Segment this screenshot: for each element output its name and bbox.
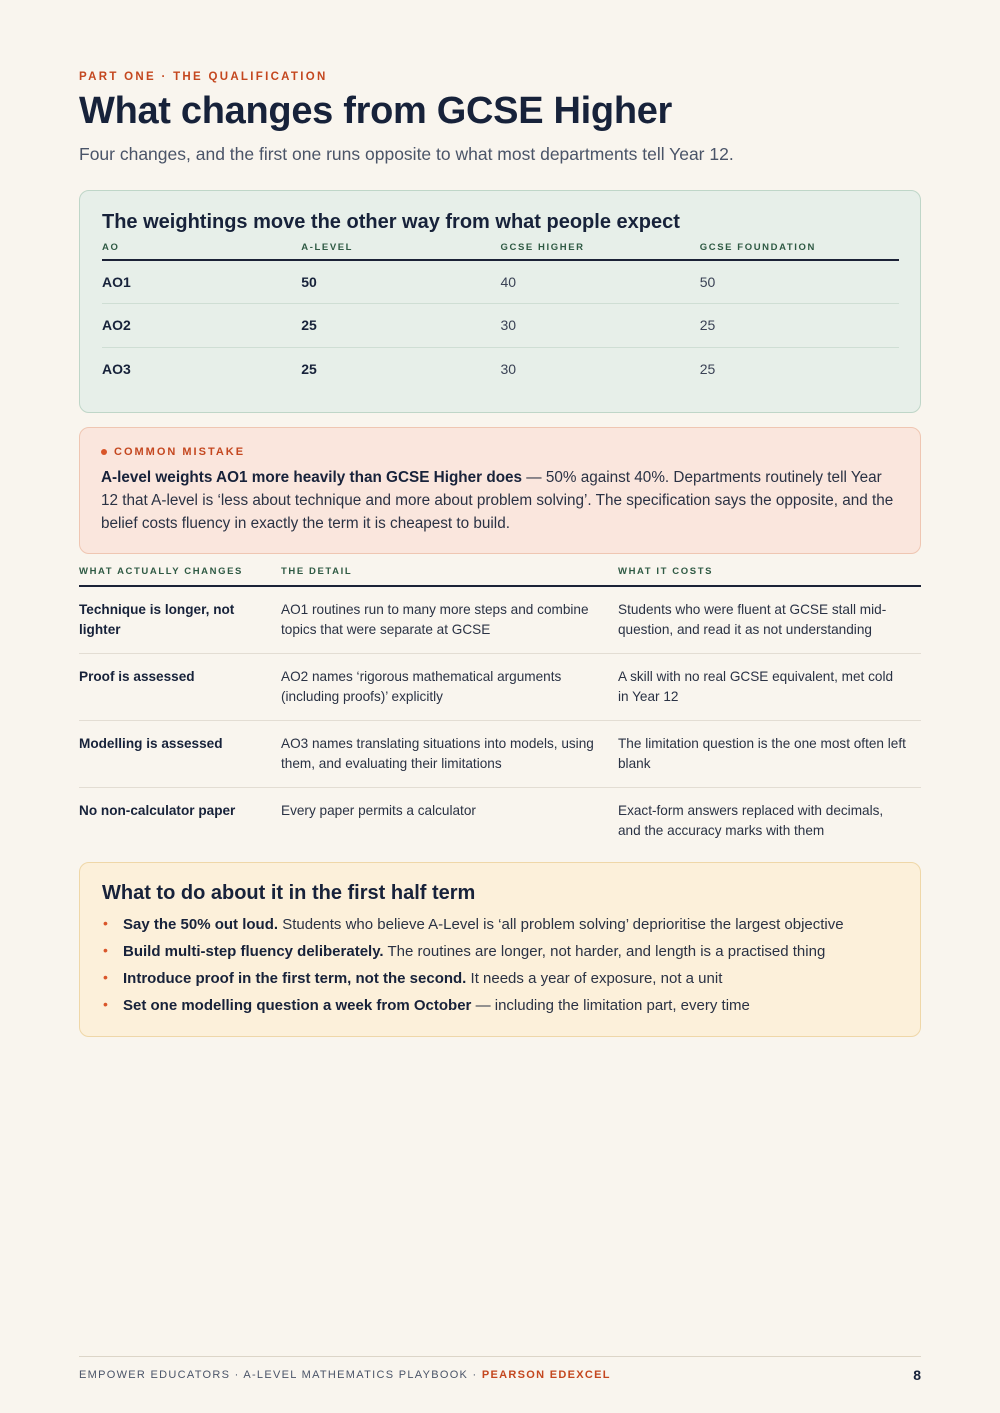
action-lead: Build multi-step fluency deliberately.	[123, 943, 384, 960]
bullet-icon: •	[103, 996, 108, 1012]
action-list-card	[79, 862, 921, 1037]
action-lead: Set one modelling question a week from October	[123, 997, 472, 1014]
cost-cell: Exact-form answers replaced with decimals, and the accuracy marks with them	[618, 803, 884, 838]
footer-text: EMPOWER EDUCATORS · A-LEVEL MATHEMATICS PLAYBOOK ·	[79, 1369, 482, 1381]
footer-divider	[79, 1356, 921, 1357]
weightings-table	[102, 242, 899, 391]
list-item	[102, 992, 898, 1019]
change-cell: Modelling is assessed	[79, 721, 281, 788]
action-list	[102, 911, 898, 1019]
column-header: THE DETAIL	[281, 566, 618, 586]
weightings-header-row	[102, 242, 899, 260]
bullet-icon: •	[103, 942, 108, 958]
change-cell: No non-calculator paper	[79, 803, 236, 818]
column-header: GCSE HIGHER	[501, 242, 700, 260]
table-row	[79, 586, 921, 654]
action-rest: — including the limitation part, every time	[471, 997, 750, 1014]
page-subtitle: Four changes, and the first one runs opposite to what most departments tell Year 12.	[79, 144, 734, 164]
bullet-icon: •	[103, 915, 108, 931]
table-row	[79, 721, 921, 788]
mistake-body: — 50% against 40%. Departments routinely tell Year 12 that A-level is ‘less about technique and more about problem solving’. The specification says the opposite, and the belief costs fluency in exactly the term it is cheapest to build.	[101, 469, 894, 532]
table-row	[102, 347, 899, 391]
page-footer	[79, 1367, 921, 1383]
column-header: A-LEVEL	[301, 242, 500, 260]
table-row	[79, 654, 921, 721]
column-header: WHAT IT COSTS	[618, 566, 921, 586]
weightings-card	[79, 190, 921, 413]
dot-icon	[101, 449, 107, 455]
table-row	[79, 788, 921, 855]
cost-cell: Students who were fluent at GCSE stall mid-question, and read it as not understanding	[618, 586, 921, 654]
changes-table	[79, 566, 921, 854]
ao-cell: AO2	[102, 304, 301, 348]
detail-cell: AO3 names translating situations into models, using them, and evaluating their limitations	[281, 721, 618, 788]
page-number: 8	[913, 1367, 921, 1383]
mistake-tag-label: COMMON MISTAKE	[114, 446, 246, 458]
alevel-cell: 50	[301, 260, 500, 304]
action-lead: Say the 50% out loud.	[123, 916, 279, 933]
list-item	[102, 911, 898, 938]
list-item	[102, 938, 898, 965]
table-row	[102, 304, 899, 348]
foundation-cell: 25	[700, 304, 899, 348]
mistake-tag	[101, 446, 899, 458]
foundation-cell: 25	[699, 361, 716, 377]
table-row	[102, 260, 899, 304]
change-cell: Technique is longer, not lighter	[79, 586, 281, 654]
ao-cell: AO3	[102, 361, 131, 377]
foundation-cell: 50	[700, 260, 899, 304]
mistake-lead: A-level weights AO1 more heavily than GCSE Higher does	[101, 469, 523, 486]
weightings-heading: The weightings move the other way from what people expect	[102, 211, 680, 233]
action-rest: The routines are longer, not harder, and length is a practised thing	[383, 943, 826, 960]
mistake-text	[101, 466, 899, 535]
actions-heading: What to do about it in the first half term	[102, 882, 476, 904]
action-rest: Students who believe A-Level is ‘all problem solving’ deprioritise the largest objective	[278, 916, 844, 933]
ao-cell: AO1	[102, 260, 301, 304]
column-header: WHAT ACTUALLY CHANGES	[79, 566, 281, 586]
detail-cell: Every paper permits a calculator	[281, 803, 476, 818]
action-rest: It needs a year of exposure, not a unit	[466, 970, 723, 987]
detail-cell: AO2 names ‘rigorous mathematical arguments (including proofs)’ explicitly	[281, 654, 618, 721]
alevel-cell: 25	[301, 361, 317, 377]
bullet-icon: •	[103, 969, 108, 985]
page-title: What changes from GCSE Higher	[79, 90, 673, 132]
change-cell: Proof is assessed	[79, 654, 281, 721]
cost-cell: The limitation question is the one most often left blank	[618, 721, 921, 788]
section-eyebrow: PART ONE · THE QUALIFICATION	[79, 71, 328, 83]
footer-credit	[79, 1369, 611, 1381]
cost-cell: A skill with no real GCSE equivalent, met cold in Year 12	[618, 654, 921, 721]
footer-brand: PEARSON EDEXCEL	[481, 1369, 611, 1381]
action-lead: Introduce proof in the first term, not the second.	[123, 970, 467, 987]
higher-cell: 40	[501, 260, 700, 304]
column-header: GCSE FOUNDATION	[700, 242, 899, 260]
list-item	[102, 965, 898, 992]
column-header: AO	[102, 242, 301, 260]
common-mistake-callout	[79, 427, 921, 554]
alevel-cell: 25	[301, 304, 500, 348]
higher-cell: 30	[501, 304, 700, 348]
changes-header-row	[79, 566, 921, 586]
detail-cell: AO1 routines run to many more steps and combine topics that were separate at GCSE	[281, 586, 618, 654]
higher-cell: 30	[500, 361, 517, 377]
